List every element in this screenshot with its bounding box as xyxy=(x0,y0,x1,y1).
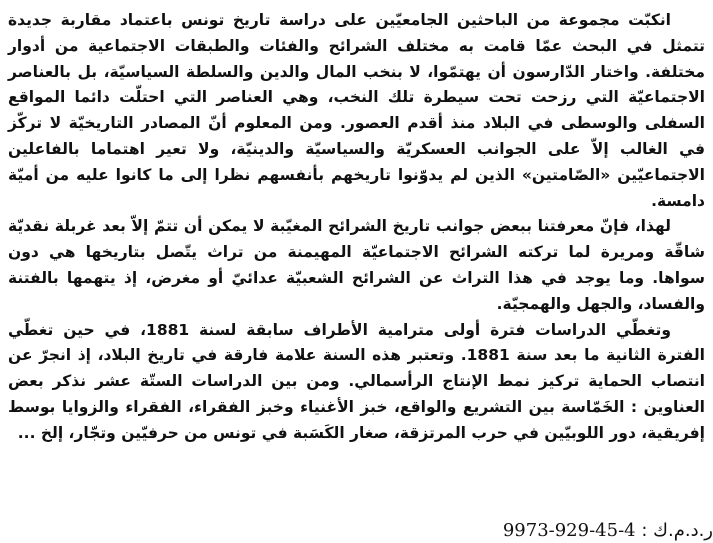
isbn-line xyxy=(503,520,713,542)
paragraph-1: انكبّت مجموعة من الباحثين الجامعيّين على دراسة تاريخ تونس باعتماد مقاربة جديدة تتمثل في البحث عمّا قامت به مختلف الشرائح والفئات والطبقات الاجتماعية من أدوار مختلفة. واختار الدّارسون أن يهتمّوا، لا بنخب المال والدين والسلطة السياسيّة، بل بالعناصر الاجتماعيّة التي رزحت تحت سيطرة تلك النخب، وهي العناصر التي احتلّت دائما المواقع السفلى والوسطى في البلاد منذ أقدم العصور. ومن المعلوم أنّ المصادر التاريخيّة لا تركّز في الغالب إلاّ على الجوانب العسكريّة والسياسيّة والدينيّة، ولا تعير اهتماما بالفاعلين الاجتماعيّين «الصّامتين» الذين لم يدوّنوا تاريخهم بأنفسهم نظرا إلى ما كانوا عليه من أميّة دامسة. xyxy=(8,11,705,210)
isbn-label: ر.د.م.ك : xyxy=(641,520,713,541)
paragraph-3: وتغطّي الدراسات فترة أولى مترامية الأطراف سابقة لسنة 1881، في حين تغطّي الفترة الثانية ما بعد سنة 1881. وتعتبر هذه السنة علامة فارقة في تاريخ البلاد، إذ انجرّ عن انتصاب الحماية تركيز نمط الإنتاج الرأسمالي. ومن بين الدراسات الستّة عشر نذكر بعض العناوين : الخَمّاسة بين التشريع والواقع، خبز الأغنياء وخبز الفقراء، الفقراء والزوايا بوسط إفريقية، دور اللوبيّين في حرب المرتزقة، صغار الكَسَبة في تونس من حرفيّين وتجّار، إلخ ... xyxy=(8,320,705,442)
isbn-number: 9973-929-45-4 xyxy=(502,520,636,541)
body-text xyxy=(8,8,705,447)
paragraph-2: لهذا، فإنّ معرفتنا ببعض جوانب تاريخ الشرائح المغيّبة لا يمكن أن تتمّ إلاّ بعد غربلة نقديّة شاقّة ومريرة لما تركته الشرائح الاجتماعيّة المهيمنة من تراث يتّصل بتاريخها هي دون سواها. وما يوجد في هذا التراث عن الشرائح الشعبيّة عدائيّ أو مغرض، إذ يتهمها بالفتنة والفساد، والجهل والهمجيّة. xyxy=(8,217,705,313)
